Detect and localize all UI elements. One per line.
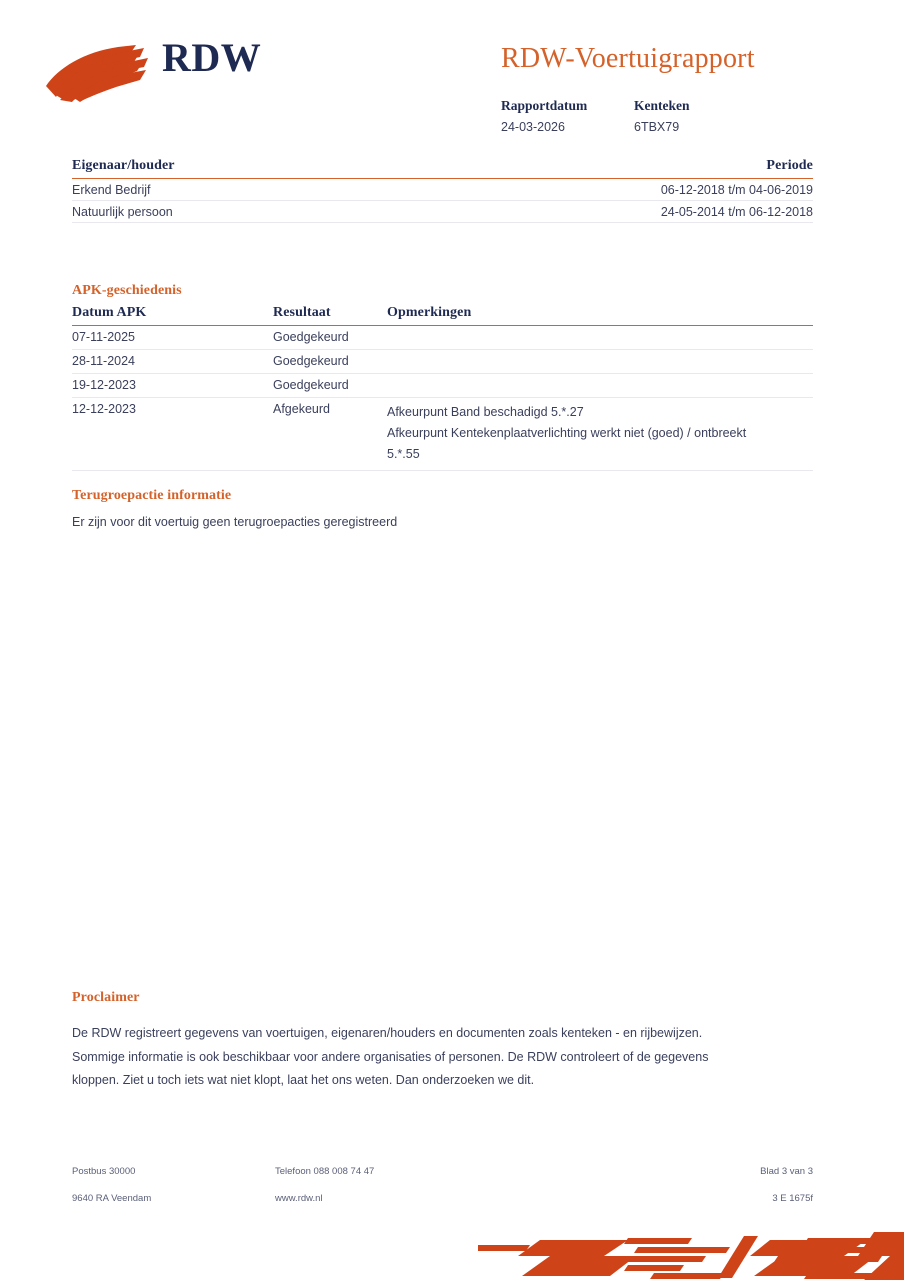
apk-remarks <box>387 354 813 368</box>
disclaimer-section <box>72 990 813 1093</box>
apk-date: 07-11-2025 <box>72 330 136 344</box>
apk-remark-line: 5.*.55 <box>387 447 420 461</box>
table-row <box>72 179 813 201</box>
document-header <box>0 0 904 150</box>
apk-history-section <box>72 283 813 471</box>
apk-result: Afgekeurd <box>273 402 330 416</box>
apk-remark-line: Afkeurpunt Band beschadigd 5.*.27 <box>387 405 584 419</box>
rdw-wordmark: RDW <box>162 35 262 80</box>
document-footer <box>72 1166 813 1220</box>
page-title: RDW-Voertuigrapport <box>501 43 755 74</box>
disclaimer-line: kloppen. Ziet u toch iets wat niet klopt, laat het ons weten. Dan onderzoeken we dit. <box>72 1073 535 1087</box>
apk-heading: APK-geschiedenis <box>72 283 182 298</box>
apk-remarks <box>387 330 813 344</box>
rdw-logo <box>44 34 304 114</box>
apk-remarks <box>387 378 813 392</box>
disclaimer-line: Sommige informatie is ook beschikbaar voor andere organisaties of personen. De RDW controleert of de gegevens <box>72 1049 709 1064</box>
recall-section <box>72 488 813 534</box>
apk-result: Goedgekeurd <box>273 354 349 368</box>
period-heading: Periode <box>766 158 813 173</box>
footer-row <box>72 1166 813 1193</box>
table-row <box>72 374 813 398</box>
footer-postbus: Postbus 30000 <box>72 1166 136 1177</box>
owner-period: 24-05-2014 t/m 06-12-2018 <box>660 204 813 219</box>
apk-remarks <box>387 402 813 465</box>
footer-city: 9640 RA Veendam <box>72 1193 152 1204</box>
table-row <box>72 398 813 471</box>
footer-page-number: Blad 3 van 3 <box>760 1166 813 1177</box>
column-header-date: Datum APK <box>72 305 147 320</box>
owner-period: 06-12-2018 t/m 04-06-2019 <box>660 182 813 197</box>
owner-type: Natuurlijk persoon <box>72 204 173 219</box>
disclaimer-line: De RDW registreert gegevens van voertuigen, eigenaren/houders en documenten zoals kenteken - en rijbewijzen. <box>72 1026 703 1040</box>
owner-section <box>72 158 813 223</box>
column-header-remarks: Opmerkingen <box>387 305 472 320</box>
recall-text: Er zijn voor dit voertuig geen terugroepacties geregistreerd <box>72 515 398 529</box>
rdw-speedlines-icon <box>478 1222 904 1280</box>
footer-form-code: 3 E 1675f <box>772 1193 813 1204</box>
footer-phone: Telefoon 088 008 74 47 <box>275 1166 375 1177</box>
apk-date: 28-11-2024 <box>72 354 136 368</box>
table-row <box>72 201 813 223</box>
owner-type: Erkend Bedrijf <box>72 182 151 197</box>
disclaimer-heading: Proclaimer <box>72 990 140 1005</box>
disclaimer-body <box>72 1022 813 1093</box>
rdw-feather-icon <box>44 42 164 104</box>
license-plate-value: 6TBX79 <box>634 120 680 134</box>
table-row <box>72 350 813 374</box>
apk-column-headers <box>72 305 813 326</box>
report-date-value: 24-03-2026 <box>501 120 565 134</box>
table-row <box>72 326 813 350</box>
license-plate-block <box>634 97 767 137</box>
license-plate-label: Kenteken <box>634 98 690 113</box>
column-header-result: Resultaat <box>273 305 331 320</box>
report-date-label: Rapportdatum <box>501 98 588 113</box>
apk-date: 19-12-2023 <box>72 378 136 392</box>
owner-section-header <box>72 158 813 179</box>
apk-date: 12-12-2023 <box>72 402 136 416</box>
apk-remark-line: Afkeurpunt Kentekenplaatverlichting werkt niet (goed) / ontbreekt <box>387 426 747 440</box>
recall-heading: Terugroepactie informatie <box>72 488 232 503</box>
owner-heading: Eigenaar/houder <box>72 158 175 173</box>
footer-website[interactable]: www.rdw.nl <box>275 1193 323 1204</box>
footer-row <box>72 1193 813 1220</box>
report-date-block <box>501 97 634 137</box>
header-meta <box>501 97 767 137</box>
apk-result: Goedgekeurd <box>273 378 349 392</box>
apk-result: Goedgekeurd <box>273 330 349 344</box>
